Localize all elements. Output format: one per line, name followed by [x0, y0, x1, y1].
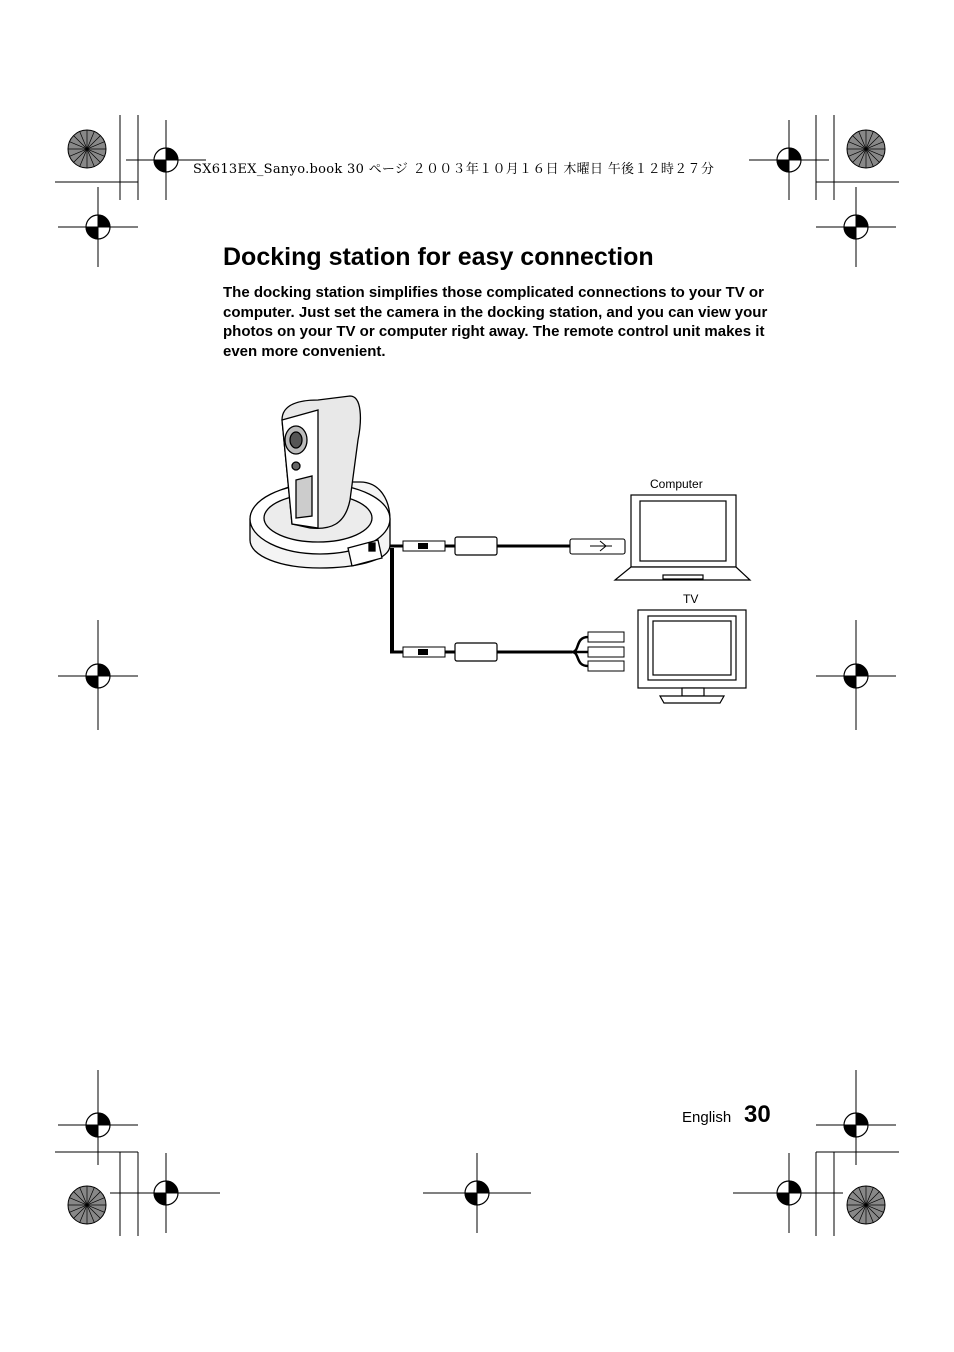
computer-label: Computer [650, 477, 703, 491]
docking-station-with-camera-icon [250, 396, 390, 568]
page-number: 30 [744, 1101, 771, 1128]
color-target-icon [68, 1186, 106, 1224]
tv-label: TV [683, 592, 699, 606]
registration-mark-icon [816, 187, 896, 267]
registration-mark-icon [749, 120, 829, 200]
color-target-icon [68, 130, 106, 168]
computer-icon [615, 495, 750, 580]
print-header: SX613EX_Sanyo.book 30 ページ ２００３年１０月１６日 木曜日 午後１２時２７分 [193, 162, 715, 177]
tv-icon [638, 610, 746, 703]
color-target-icon [847, 130, 885, 168]
footer-language: English [682, 1109, 732, 1126]
color-target-icon [847, 1186, 885, 1224]
cable-lines [390, 537, 625, 671]
registration-mark-icon [58, 187, 138, 267]
section-title: Docking station for easy connection [223, 243, 654, 271]
intro-paragraph: The docking station simplifies those complicated connections to your TV or computer. Just set the camera in the docking station, and you can view your photos on your TV or computer right away. The remote control unit makes it even more convenient. [223, 284, 768, 360]
